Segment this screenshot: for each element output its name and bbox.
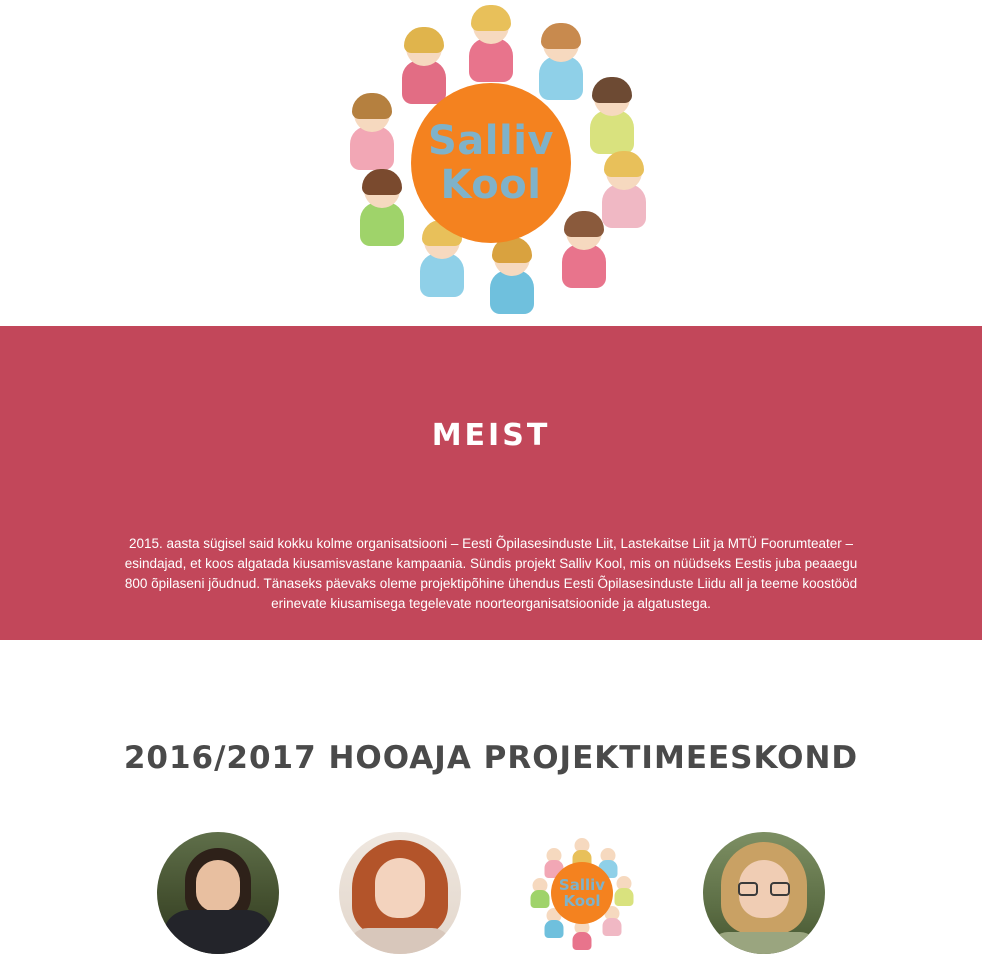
logo-text-line1: Salliv — [558, 875, 606, 894]
kid-figure-icon — [556, 214, 612, 290]
kid-figure-icon — [613, 876, 635, 906]
team-member-3[interactable] — [521, 832, 643, 954]
kid-figure-icon — [571, 920, 593, 950]
logo-text-line2: Kool — [440, 162, 542, 208]
glasses-icon — [738, 882, 790, 896]
team-heading: 2016/2017 HOOAJA PROJEKTIMEESKOND — [123, 739, 859, 776]
logo-text-line1: Salliv — [427, 118, 554, 164]
kid-figure-icon — [396, 30, 452, 106]
salliv-kool-logo — [326, 8, 656, 318]
avatar[interactable] — [703, 832, 825, 954]
about-section — [0, 326, 982, 640]
avatar-logo[interactable] — [521, 832, 643, 954]
team-member-2[interactable] — [339, 832, 461, 954]
kid-figure-icon — [463, 8, 519, 84]
team-section — [0, 640, 982, 954]
about-paragraph: 2015. aasta sügisel said kokku kolme organisatsiooni – Eesti Õpilasesinduste Liit, Lastekaitse Liit ja MTÜ Foorumteater – esindajad, et koos algatada kiusamisvastane kampaania. Sündis projekt Salliv Kool, mis on nüüdseks Eestis juba peaaegu 800 õpilaseni jõudnud. Tänaseks päevaks oleme projektipõhine ühendus Eesti Õpilasesinduste Liidu all ja teeme koostööd erinevate kiusamisega tegelevate noorteorganisatsioonide ja algatustega. — [124, 535, 858, 611]
logo-text-line2: Kool — [563, 891, 601, 910]
kid-figure-icon — [533, 26, 589, 102]
avatar[interactable] — [157, 832, 279, 954]
kid-figure-icon — [596, 154, 652, 230]
team-members-row — [0, 832, 982, 954]
team-member-4[interactable] — [703, 832, 825, 954]
kid-figure-icon — [484, 240, 540, 316]
logo-circle — [551, 862, 613, 924]
avatar[interactable] — [339, 832, 461, 954]
team-member-1[interactable] — [157, 832, 279, 954]
kid-figure-icon — [584, 80, 640, 156]
about-heading: MEIST — [431, 418, 551, 453]
kid-figure-icon — [529, 878, 551, 908]
logo-hero — [0, 0, 982, 326]
kid-figure-icon — [354, 172, 410, 248]
logo-circle — [411, 83, 571, 243]
kid-figure-icon — [344, 96, 400, 172]
